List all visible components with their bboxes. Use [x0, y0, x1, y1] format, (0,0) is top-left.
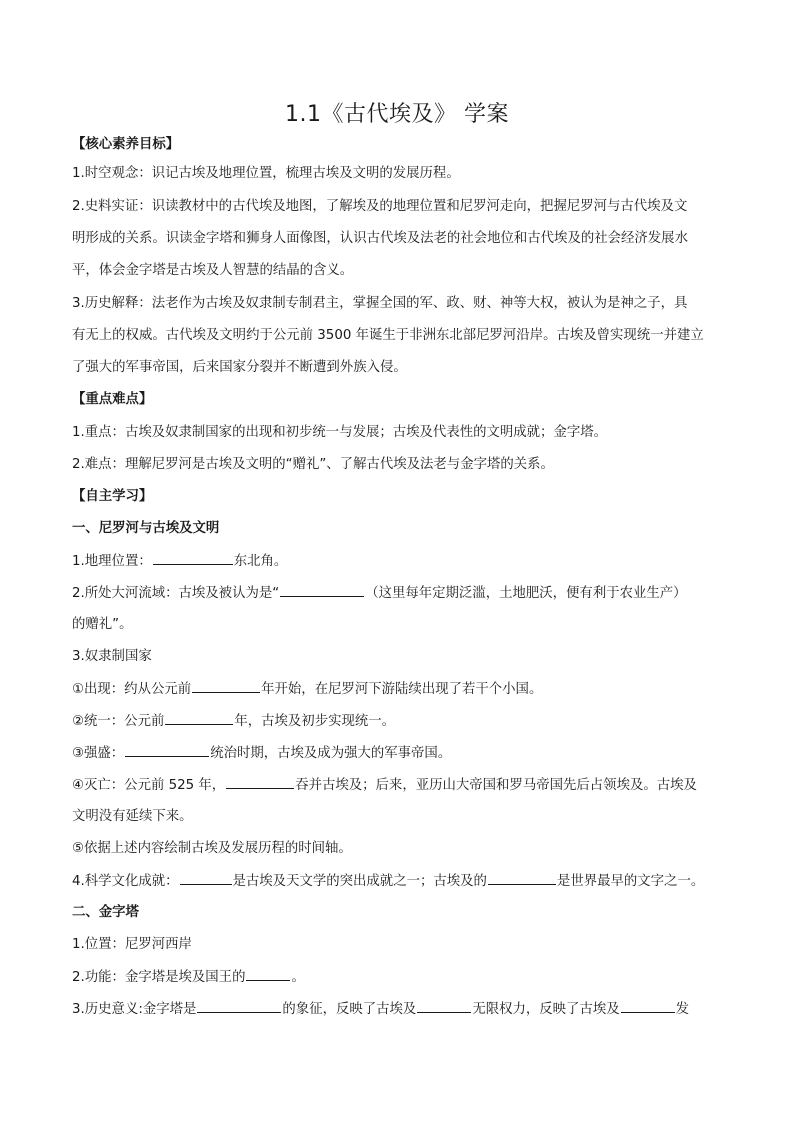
fill-in-blank[interactable] [165, 710, 233, 725]
fill-in-blank[interactable] [226, 774, 294, 789]
text-run: 平，体会金字塔是古埃及人智慧的结晶的含义。 [72, 263, 354, 278]
fill-in-blank[interactable] [488, 870, 556, 885]
fill-in-blank[interactable] [417, 998, 471, 1013]
text-line [72, 614, 726, 636]
text-run: 明形成的关系。识读金字塔和狮身人面像图，认识古代埃及法老的社会地位和古代埃及的社会经济发展水 [72, 231, 688, 246]
text-line [72, 163, 726, 185]
text-run: 3.奴隶制国家 [72, 649, 152, 664]
text-line [72, 454, 726, 476]
text-run: ③强盛： [72, 746, 125, 761]
text-line [72, 325, 726, 347]
section-heading [72, 389, 726, 411]
fill-in-blank[interactable] [153, 550, 233, 565]
fill-in-blank[interactable] [197, 998, 281, 1013]
text-run: 1.重点：古埃及奴隶制国家的出现和初步统一与发展；古埃及代表性的文明成就；金字塔。 [72, 425, 608, 440]
text-run: 年，古埃及初步实现统一。 [234, 714, 396, 729]
text-run: 【核心素养目标】 [72, 137, 180, 152]
text-run: 是古埃及天文学的突出成就之一；古埃及的 [232, 874, 487, 889]
text-run: 3.历史解释：法老作为古埃及奴隶制专制君主，掌握全国的军、政、财、神等大权，被认为是神之子，具 [72, 296, 688, 311]
text-run: 。 [291, 970, 305, 985]
text-run: ②统一：公元前 [72, 714, 165, 729]
text-line [72, 870, 726, 893]
text-line [72, 710, 726, 733]
fill-in-blank[interactable] [125, 742, 209, 757]
text-run: 发 [675, 1002, 690, 1017]
text-run: 有无上的权威。古代埃及文明约于公元前 3500 年诞生于非洲东北部尼罗河沿岸。古埃及曾实现统一并建立 [72, 328, 704, 343]
text-run: 2.难点：理解尼罗河是古埃及文明的“赠礼”、了解古代埃及法老与金字塔的关系。 [72, 457, 554, 472]
text-run: 的象征，反映了古埃及 [282, 1002, 417, 1017]
text-line [72, 934, 726, 956]
text-line [72, 293, 726, 315]
fill-in-blank[interactable] [192, 678, 260, 693]
fill-in-blank[interactable] [621, 998, 675, 1013]
text-run: ④灭亡：公元前 525 年， [72, 778, 226, 793]
text-line [72, 550, 726, 573]
text-run: 一、尼罗河与古埃及文明 [72, 521, 220, 536]
text-line [72, 998, 726, 1021]
text-run: 吞并古埃及；后来，亚历山大帝国和罗马帝国先后占领埃及。古埃及 [295, 778, 697, 793]
document-title: 1.1《古代埃及》 学案 [285, 102, 509, 127]
section-heading [72, 486, 726, 508]
fill-in-blank[interactable] [246, 966, 290, 981]
text-run: ⑤依据上述内容绘制古埃及发展历程的时间轴。 [72, 841, 352, 856]
text-run: ①出现：约从公元前 [72, 682, 192, 697]
fill-in-blank[interactable] [180, 870, 232, 885]
text-run: 2.所处大河流域：古埃及被认为是“ [72, 586, 280, 601]
text-line [72, 260, 726, 282]
section-heading [72, 902, 726, 924]
text-line [72, 196, 726, 218]
text-run: 4.科学文化成就： [72, 874, 179, 889]
text-line [72, 422, 726, 444]
text-run: 东北角。 [233, 554, 288, 569]
text-run: 2.功能：金字塔是埃及国王的 [72, 970, 246, 985]
text-line [72, 646, 726, 668]
text-run: 了强大的军事帝国，后来国家分裂并不断遭到外族入侵。 [72, 360, 407, 375]
text-run: 统治时期，古埃及成为强大的军事帝国。 [210, 746, 452, 761]
text-run: 文明没有延续下来。 [72, 809, 193, 824]
text-run: 【重点难点】 [72, 392, 153, 407]
text-line [72, 228, 726, 250]
text-run: 1.时空观念：识记古埃及地理位置，梳理古埃及文明的发展历程。 [72, 166, 460, 181]
text-line [72, 774, 726, 797]
text-line [72, 357, 726, 379]
text-line [72, 806, 726, 828]
text-run: 3.历史意义:金字塔是 [72, 1002, 197, 1017]
section-heading [72, 134, 726, 156]
fill-in-blank[interactable] [280, 582, 364, 597]
text-run: 的赠礼”。 [72, 617, 133, 632]
text-run: 1.位置：尼罗河西岸 [72, 937, 192, 952]
section-heading [72, 518, 726, 540]
text-run: 是世界最早的文字之一。 [556, 874, 705, 889]
text-line [72, 582, 726, 605]
text-run: 【自主学习】 [72, 489, 153, 504]
text-line [72, 678, 726, 701]
text-run: 年开始，在尼罗河下游陆续出现了若干个小国。 [261, 682, 543, 697]
text-run: 2.史料实证：识读教材中的古代埃及地图，了解埃及的地理位置和尼罗河走向，把握尼罗河与古代埃及文 [72, 199, 688, 214]
text-line [72, 742, 726, 765]
text-run: （这里每年定期泛滥，土地肥沃，便有利于农业生产） [365, 586, 687, 601]
text-run: 无限权力，反映了古埃及 [472, 1002, 620, 1017]
text-line [72, 838, 726, 860]
text-run: 二、金字塔 [72, 905, 139, 920]
text-line [72, 966, 726, 989]
text-run: 1.地理位置： [72, 554, 152, 569]
